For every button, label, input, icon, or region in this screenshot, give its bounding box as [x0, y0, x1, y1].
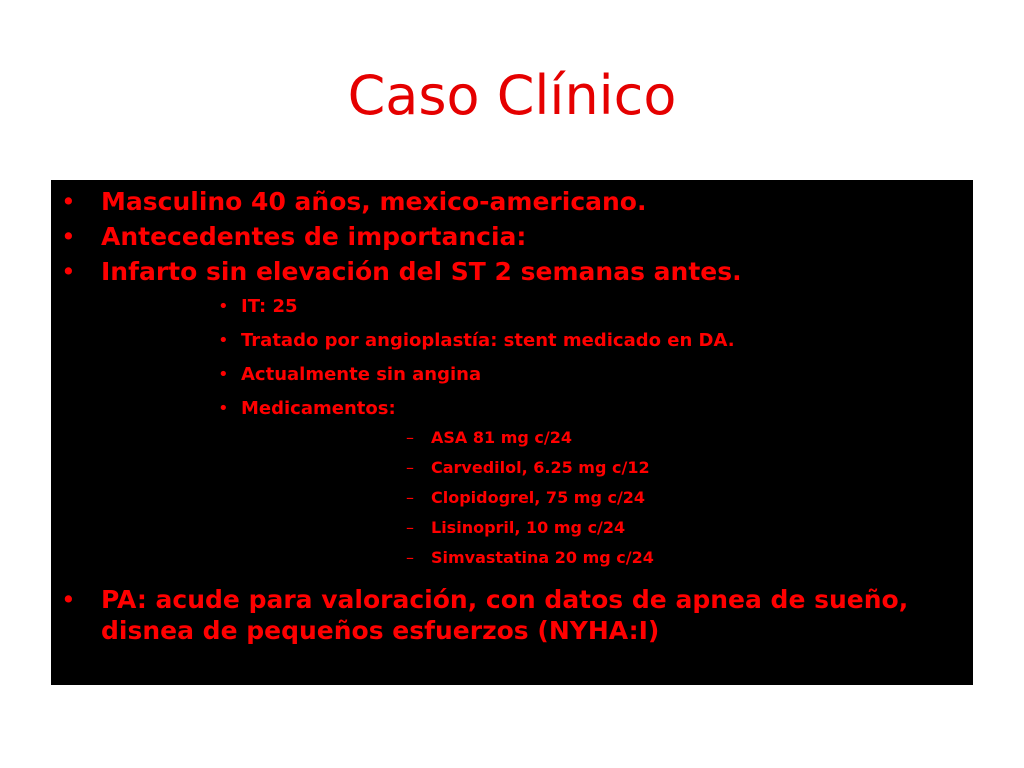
sub-bullet-item: • Tratado por angioplastía: stent medicado en DA. — [101, 329, 963, 353]
sub-bullet-item-text: Medicamentos: — [241, 398, 396, 419]
bullet-list — [51, 186, 973, 646]
sub-bullet-list — [101, 295, 963, 569]
medication-item: – Clopidogrel, 75 mg c/24 — [241, 487, 963, 509]
sub-bullet-item: • IT: 25 — [101, 295, 963, 319]
medication-list — [241, 427, 963, 569]
bullet-item: • PA: acude para valoración, con datos de apnea de sueño, disnea de pequeños esfuerzos (NYHA:I) — [51, 584, 973, 646]
medication-item: – Carvedilol, 6.25 mg c/12 — [241, 457, 963, 479]
slide-title: Caso Clínico — [347, 64, 677, 127]
bullet-item-text: Infarto sin elevación del ST 2 semanas antes. — [101, 257, 742, 286]
bullet-item — [51, 256, 973, 569]
bullet-item: • Antecedentes de importancia: — [51, 221, 973, 252]
sub-bullet-item — [101, 397, 963, 569]
medication-item: – Lisinopril, 10 mg c/24 — [241, 517, 963, 539]
bullet-item: • Masculino 40 años, mexico-americano. — [51, 186, 973, 217]
medication-item: – ASA 81 mg c/24 — [241, 427, 963, 449]
sub-bullet-item: • Actualmente sin angina — [101, 363, 963, 387]
content-box — [51, 180, 973, 685]
medication-item: – Simvastatina 20 mg c/24 — [241, 547, 963, 569]
